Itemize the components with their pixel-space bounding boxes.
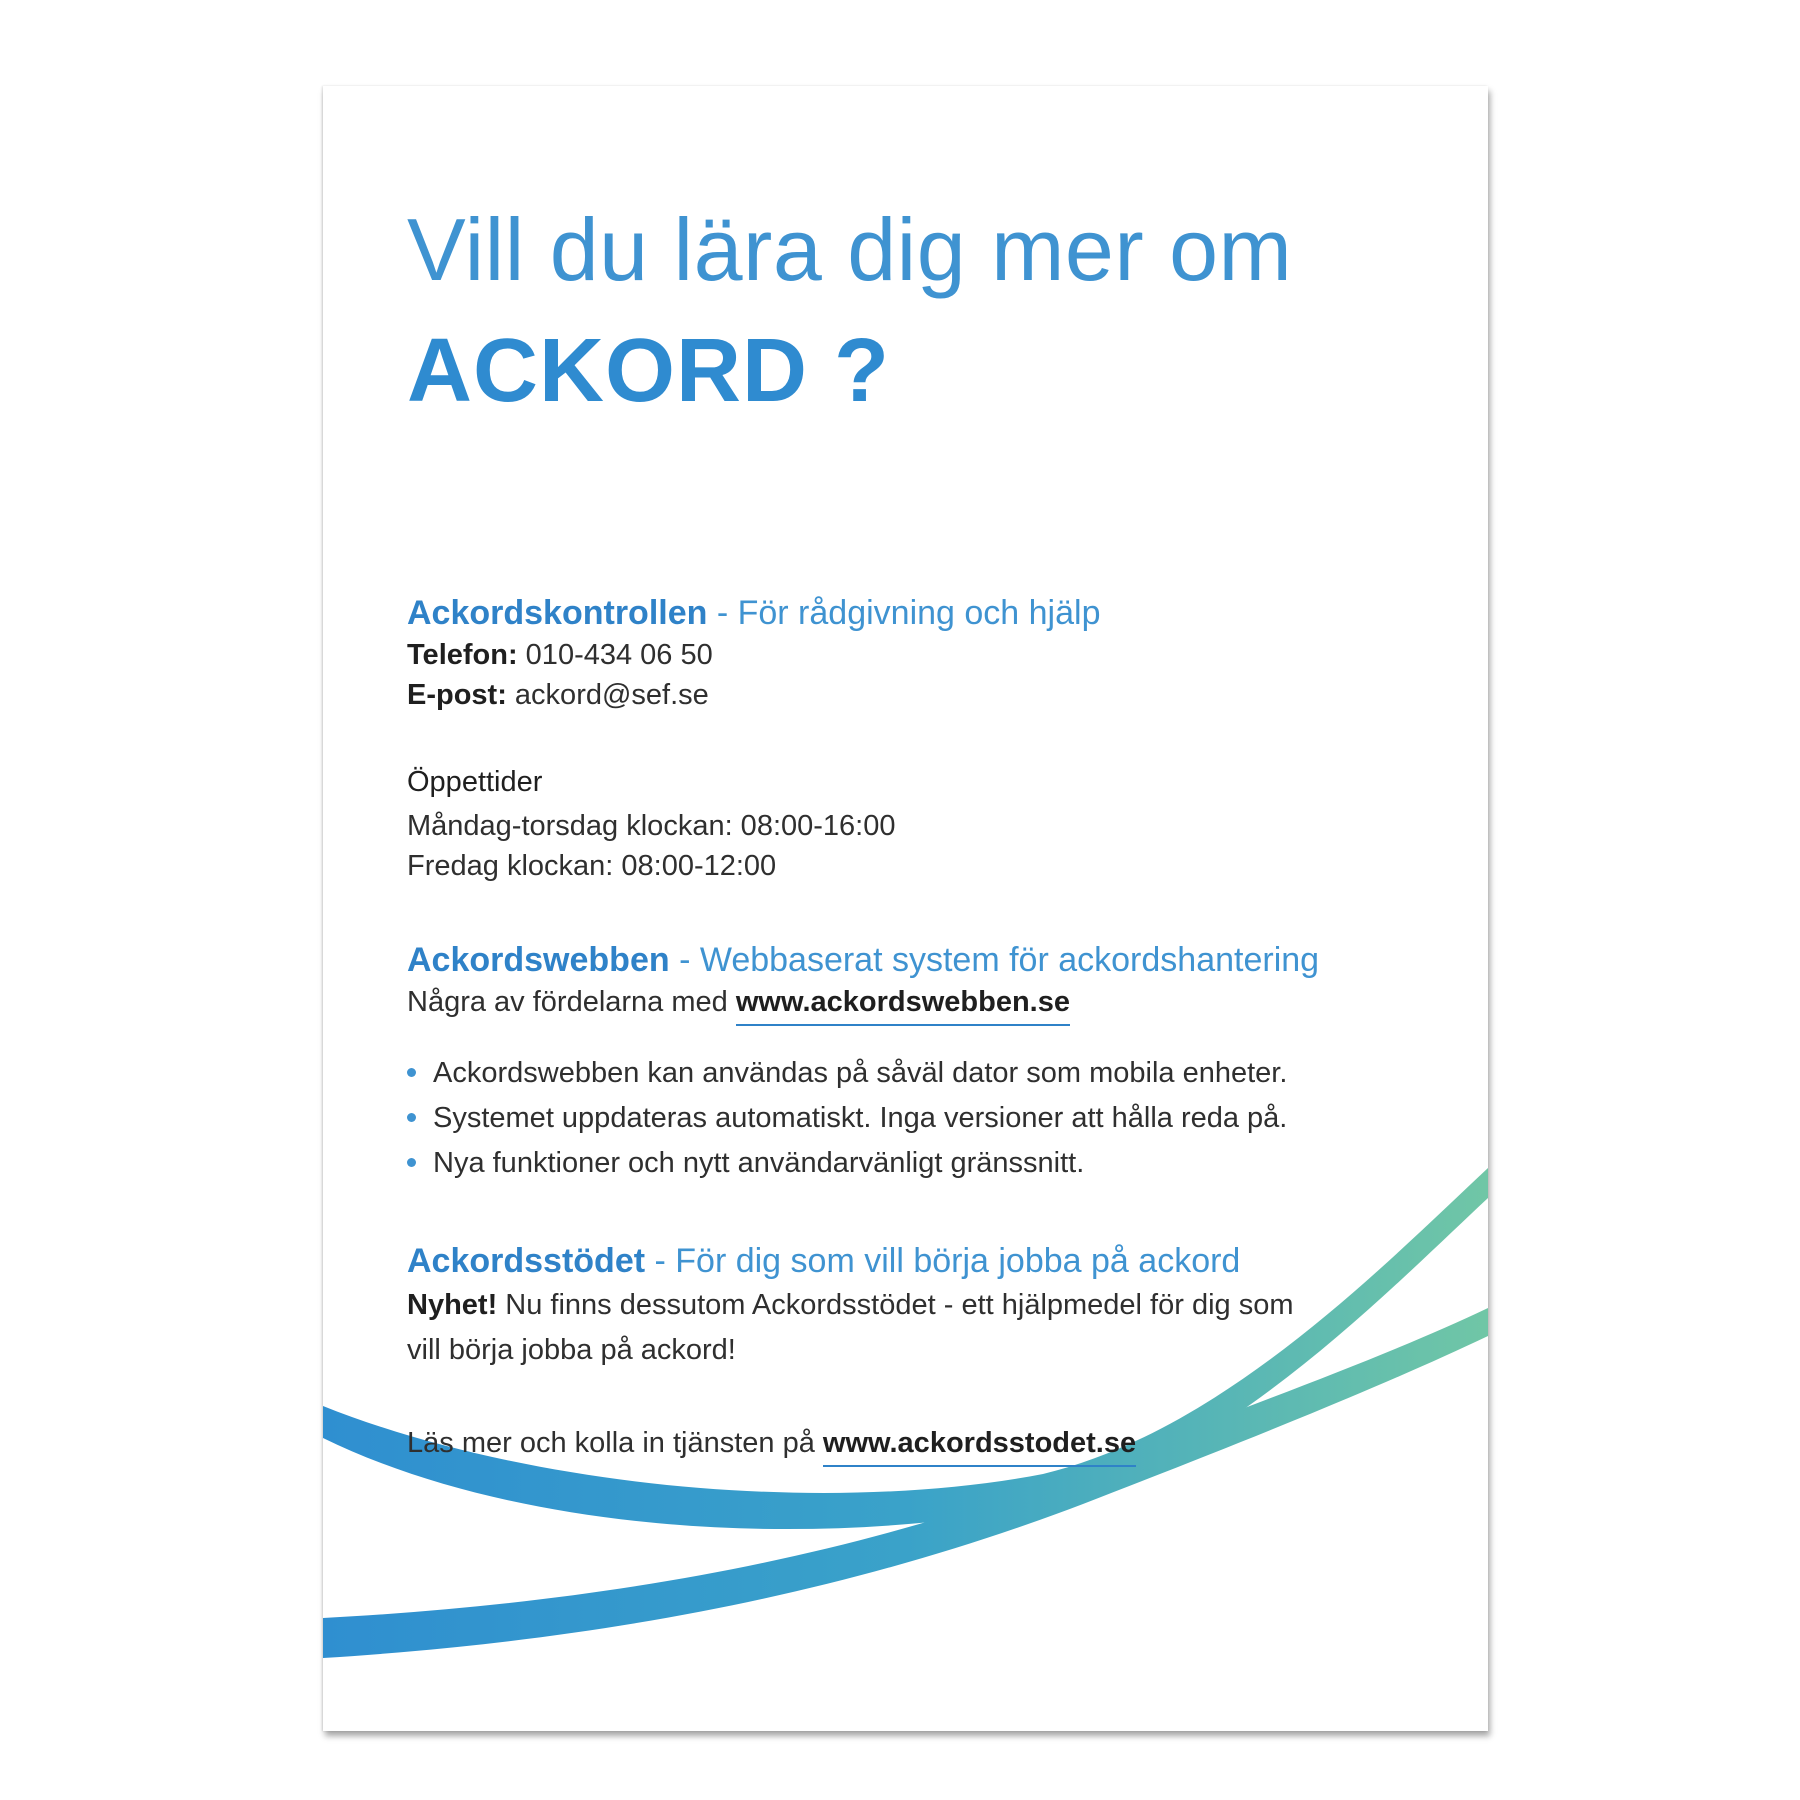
section-ackordsstodet <box>407 1239 1294 1373</box>
bullet-icon <box>407 1158 416 1167</box>
phone-line <box>407 635 1100 675</box>
read-more <box>407 1423 1136 1463</box>
news-line-1 <box>407 1283 1294 1328</box>
benefits-list <box>407 1051 1287 1186</box>
list-item-text: Ackordswebben kan användas på såväl dator som mobila enheter. <box>433 1057 1288 1089</box>
hours-friday: Fredag klockan: 08:00-12:00 <box>407 850 777 882</box>
benefits-list-wrapper <box>407 1051 1287 1186</box>
section-title-ackordskontrollen <box>407 591 1100 635</box>
news-label: Nyhet! <box>407 1289 498 1321</box>
news-text: Nu finns dessutom Ackordsstödet - ett hjälpmedel för dig som <box>497 1289 1294 1321</box>
bullet-icon <box>407 1068 416 1077</box>
read-more-line <box>407 1423 1136 1463</box>
read-more-text: Läs mer och kolla in tjänsten på <box>407 1427 823 1459</box>
news-line-2: vill börja jobba på ackord! <box>407 1334 736 1366</box>
list-item-text: Nya funktioner och nytt användarvänligt gränssnitt. <box>433 1147 1085 1179</box>
hours-weekdays: Måndag-torsdag klockan: 08:00-16:00 <box>407 810 896 842</box>
section-title-strong: Ackordswebben <box>407 941 670 979</box>
email-value: ackord@sef.se <box>506 679 709 711</box>
section-title-ackordsstodet <box>407 1239 1294 1283</box>
ackordswebben-link[interactable]: www.ackordswebben.se <box>736 986 1070 1026</box>
bullet-icon <box>407 1113 416 1122</box>
page-headline <box>407 194 1292 436</box>
list-item <box>407 1096 1287 1141</box>
phone-value: 010-434 06 50 <box>517 639 713 671</box>
headline-line-2: ACKORD ? <box>407 321 890 421</box>
ackordswebben-intro <box>407 982 1319 1022</box>
intro-text: Några av fördelarna med <box>407 986 736 1018</box>
headline-line-1: Vill du lära dig mer om <box>407 200 1293 299</box>
list-item <box>407 1051 1287 1096</box>
section-title-rest: - För dig som vill börja jobba på ackord <box>645 1242 1241 1280</box>
list-item <box>407 1141 1287 1186</box>
opening-hours <box>407 762 895 886</box>
flyer-page <box>323 86 1488 1731</box>
list-item-text: Systemet uppdateras automatiskt. Inga versioner att hålla reda på. <box>433 1102 1288 1134</box>
ackordsstodet-link[interactable]: www.ackordsstodet.se <box>823 1427 1136 1467</box>
section-ackordskontrollen <box>407 591 1100 715</box>
section-ackordswebben <box>407 938 1319 1022</box>
email-label: E-post: <box>407 679 507 711</box>
phone-label: Telefon: <box>407 639 518 671</box>
opening-hours-title: Öppettider <box>407 766 543 798</box>
email-line <box>407 675 1100 715</box>
section-title-strong: Ackordskontrollen <box>407 594 708 632</box>
section-title-ackordswebben <box>407 938 1319 982</box>
section-title-rest: - För rådgivning och hjälp <box>707 594 1101 632</box>
section-title-rest: - Webbaserat system för ackordshantering <box>669 941 1320 979</box>
section-title-strong: Ackordsstödet <box>407 1242 646 1280</box>
